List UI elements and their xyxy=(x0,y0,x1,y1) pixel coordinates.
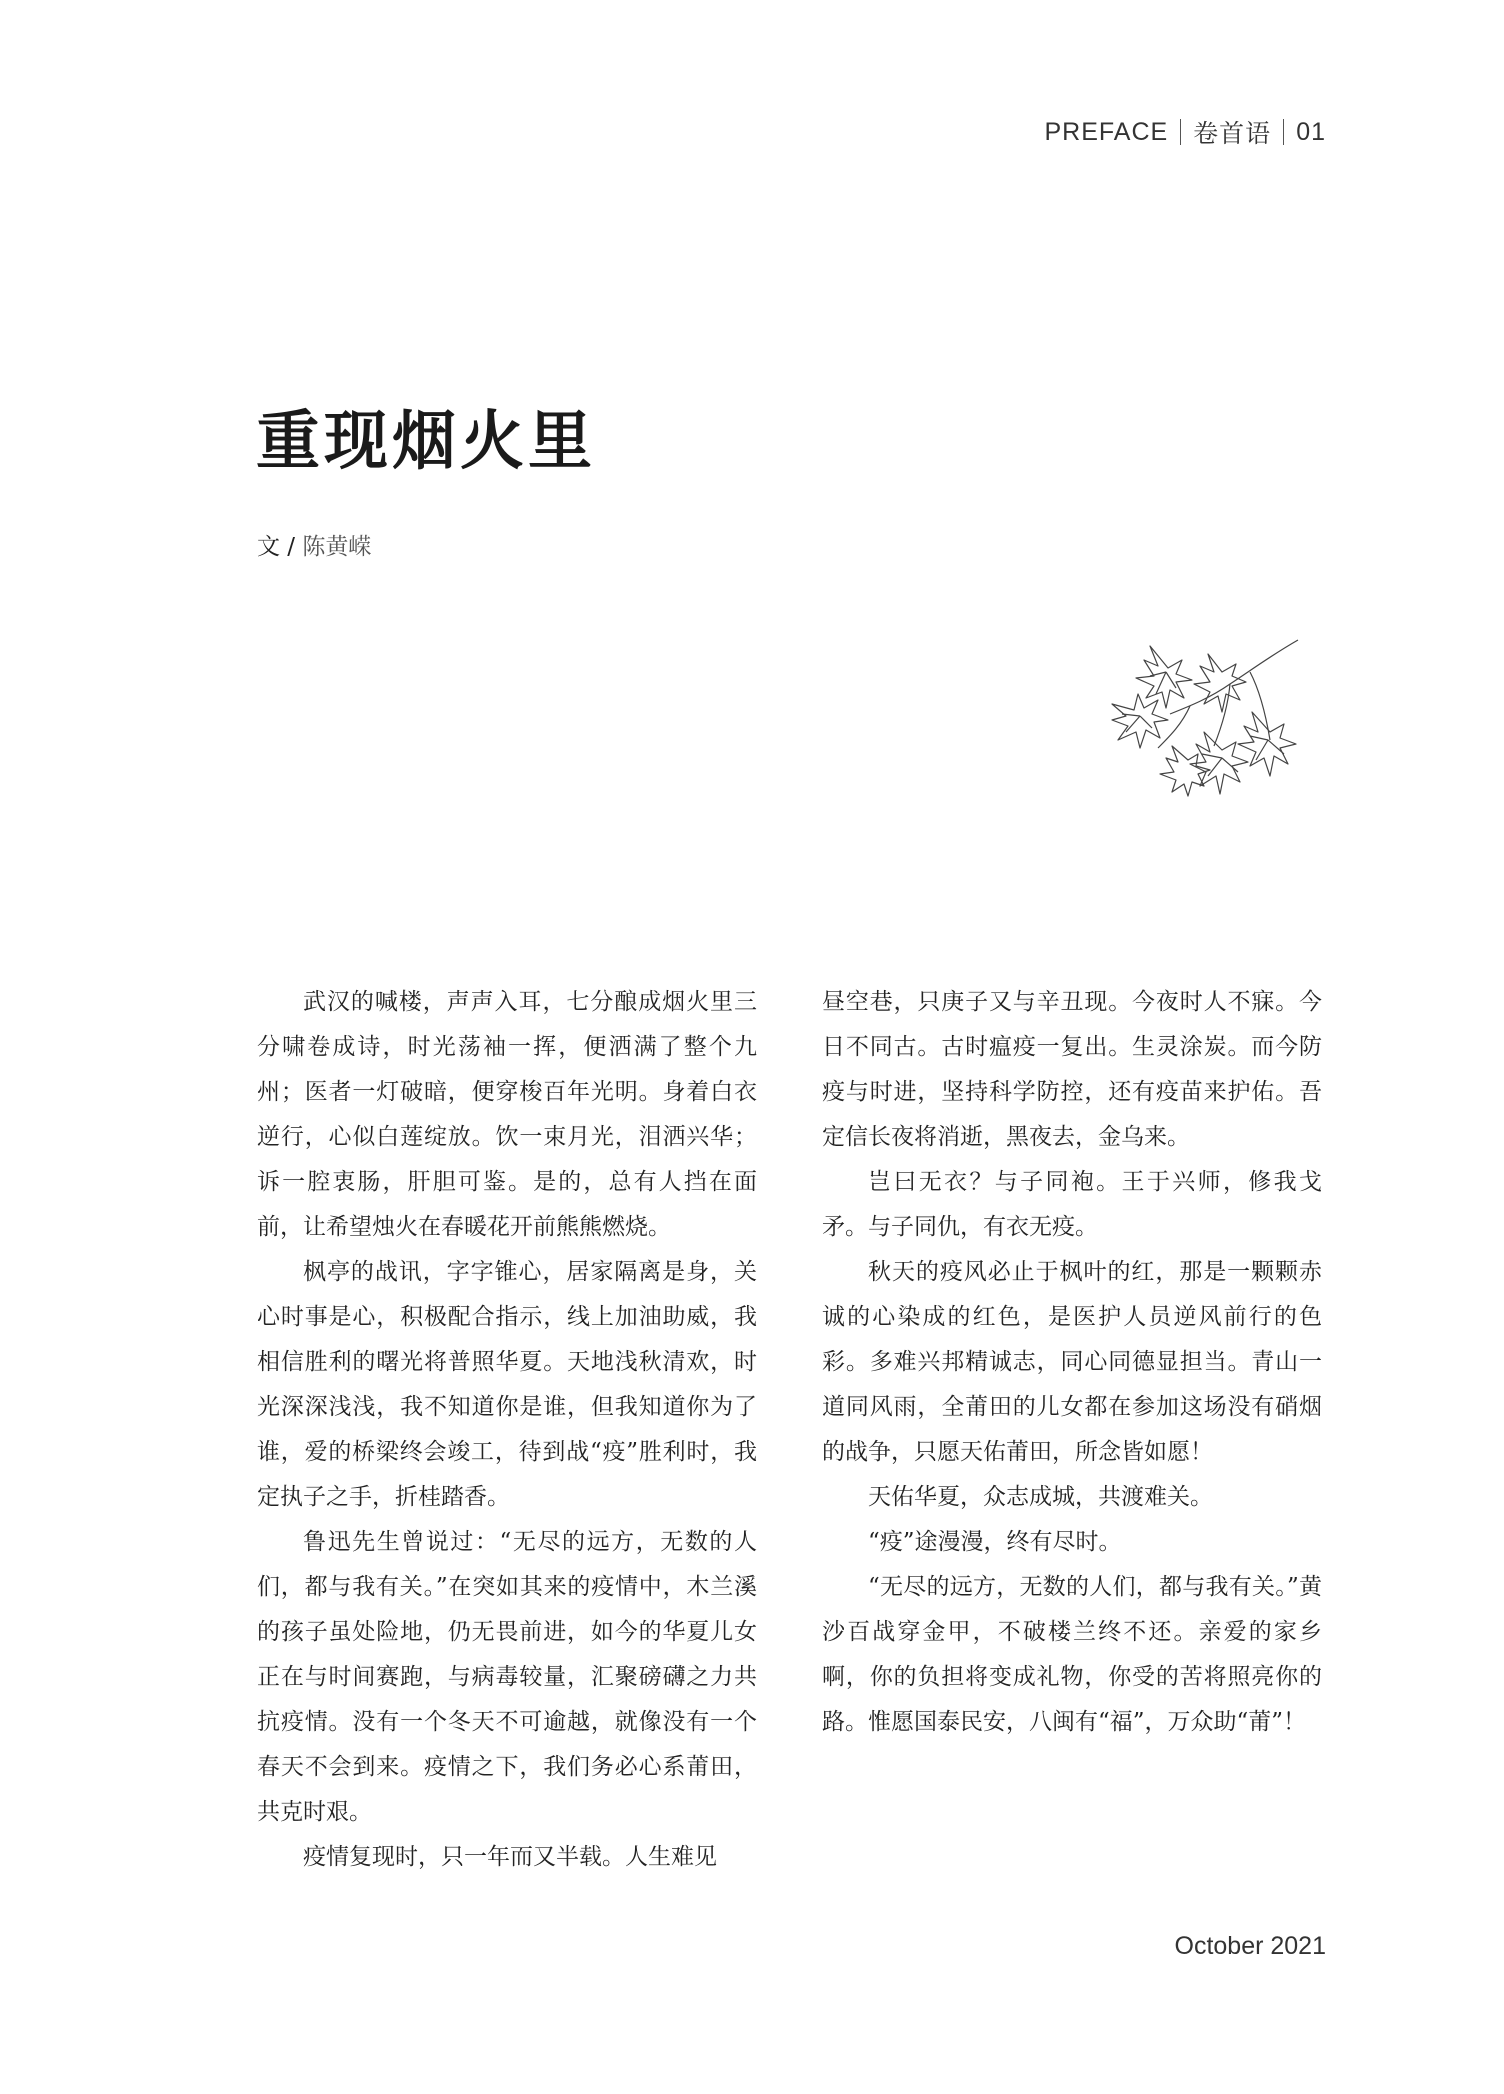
header-divider xyxy=(1283,119,1284,145)
paragraph: 枫亭的战讯，字字锥心，居家隔离是身，关心时事是心，积极配合指示，线上加油助威，我相信胜利的曙光将普照华夏。天地浅秋清欢，时光深深浅浅，我不知道你是谁，但我知道你为了谁，爱的桥梁终会竣工，待到战“疫”胜利时，我定执子之手，折桂踏香。 xyxy=(257,1259,757,1510)
paragraph: 疫情复现时，只一年而又半载。人生难见 xyxy=(303,1844,717,1870)
paragraph-continued: 昼空巷，只庚子又与辛丑现。今夜时人不寐。今日不同古。古时瘟疫一复出。生灵涂炭。而今防疫与时进，坚持科学防控，还有疫苗来护佑。吾定信长夜将消逝，黑夜去，金乌来。 xyxy=(822,989,1322,1150)
byline xyxy=(257,528,371,561)
page-footer-date: October 2021 xyxy=(1174,1932,1326,1960)
header-divider xyxy=(1180,119,1181,145)
body-column-right xyxy=(822,980,1322,1745)
paragraph: “疫”途漫漫，终有尽时。 xyxy=(868,1529,1122,1555)
byline-label: 文 / xyxy=(257,534,296,560)
author-name: 陈黄嵘 xyxy=(302,534,372,560)
paragraph: 岂曰无衣？与子同袍。王于兴师，修我戈矛。与子同仇，有衣无疫。 xyxy=(822,1169,1322,1240)
article-title: 重现烟火里 xyxy=(256,405,596,479)
page-number: 01 xyxy=(1296,117,1326,146)
section-label-en: PREFACE xyxy=(1044,117,1169,146)
paragraph: 鲁迅先生曾说过：“无尽的远方，无数的人们，都与我有关。”在突如其来的疫情中，木兰溪的孩子虽处险地，仍无畏前进，如今的华夏儿女正在与时间赛跑，与病毒较量，汇聚磅礴之力共抗疫情。没有一个冬天不可逾越，就像没有一个春天不会到来。疫情之下，我们务必心系莆田，共克时艰。 xyxy=(257,1529,757,1825)
maple-leaf-sketch-icon xyxy=(1110,636,1300,798)
paragraph: 天佑华夏，众志成城，共渡难关。 xyxy=(868,1484,1213,1510)
paragraph: 武汉的喊楼，声声入耳，七分酿成烟火里三分啸卷成诗，时光荡袖一挥，便洒满了整个九州；医者一灯破暗，便穿梭百年光明。身着白衣逆行，心似白莲绽放。饮一束月光，泪洒兴华；诉一腔衷肠，肝胆可鉴。是的，总有人挡在面前，让希望烛火在春暖花开前熊熊燃烧。 xyxy=(257,989,757,1240)
page-header xyxy=(1044,114,1326,150)
paragraph: “无尽的远方，无数的人们，都与我有关。”黄沙百战穿金甲，不破楼兰终不还。亲爱的家乡啊，你的负担将变成礼物，你受的苦将照亮你的路。惟愿国泰民安，八闽有“福”，万众助“莆”！ xyxy=(822,1574,1322,1735)
section-label-cn: 卷首语 xyxy=(1193,120,1272,148)
body-column-left xyxy=(257,980,757,1880)
paragraph: 秋天的疫风必止于枫叶的红，那是一颗颗赤诚的心染成的红色，是医护人员逆风前行的色彩。多难兴邦精诚志，同心同德显担当。青山一道同风雨，全莆田的儿女都在参加这场没有硝烟的战争，只愿天佑莆田，所念皆如愿！ xyxy=(822,1259,1322,1465)
